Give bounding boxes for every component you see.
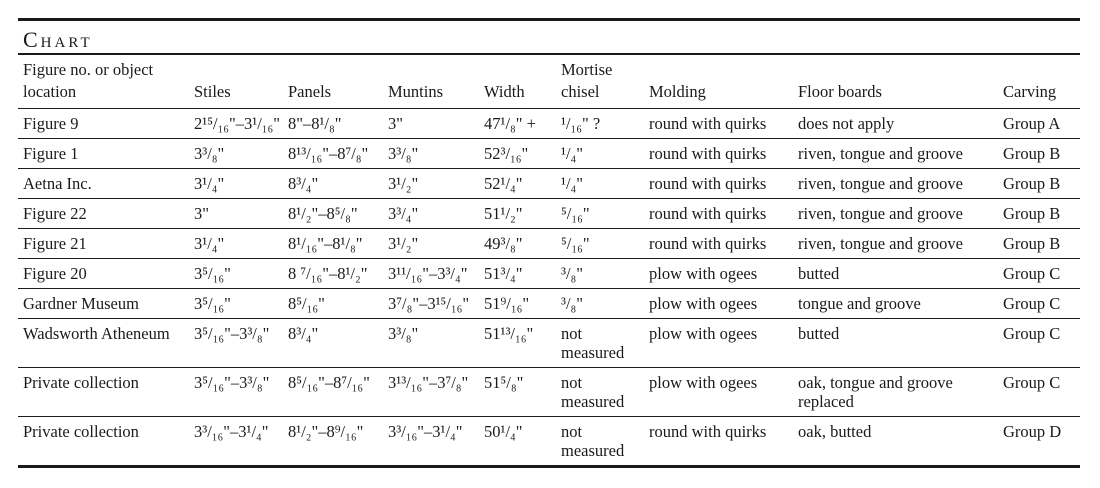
table-cell: Figure 22 xyxy=(23,204,87,223)
table-cell: Gardner Museum xyxy=(23,294,139,313)
table-cell: 3¹¹/₁₆"–3³/₄" xyxy=(388,264,468,283)
table-cell: 51³/₄" xyxy=(484,264,523,283)
table-cell: riven, tongue and groove xyxy=(798,174,963,193)
table-cell: plow with ogees xyxy=(649,264,758,283)
column-header: Carving xyxy=(1003,82,1057,101)
table-cell: 8"–8¹/₈" xyxy=(288,114,342,133)
table-cell: 3⁵/₁₆"–3³/₈" xyxy=(194,324,270,343)
table-cell: Group B xyxy=(1003,204,1061,223)
table-cell: 8⁵/₁₆" xyxy=(288,294,325,313)
table-cell: 3¹/₄" xyxy=(194,234,225,253)
table-cell: 51¹/₂" xyxy=(484,204,523,223)
table-cell: 3⁵/₁₆" xyxy=(194,264,231,283)
table-cell: ⁵/₁₆" xyxy=(561,204,590,223)
table-cell: Group B xyxy=(1003,144,1061,163)
table-cell: oak, tongue and groove replaced xyxy=(798,373,953,411)
table-cell: not measured xyxy=(561,373,625,411)
table-cell: riven, tongue and groove xyxy=(798,234,963,253)
table-cell: 3³/₁₆"–3¹/₄" xyxy=(388,422,463,441)
table-cell: Group A xyxy=(1003,114,1061,133)
table-cell: does not apply xyxy=(798,114,895,133)
table-cell: Group C xyxy=(1003,373,1061,392)
chart-table-panel xyxy=(18,18,1080,468)
table-cell: Figure 20 xyxy=(23,264,87,283)
table-cell: 8 ⁷/₁₆"–8¹/₂" xyxy=(288,264,368,283)
table-cell: 3³/₈" xyxy=(388,324,419,343)
table-cell: riven, tongue and groove xyxy=(798,204,963,223)
table-cell: ¹/₄" xyxy=(561,144,584,163)
table-cell: round with quirks xyxy=(649,144,767,163)
table-row xyxy=(18,417,1080,466)
table-cell: 3⁵/₁₆"–3³/₈" xyxy=(194,373,270,392)
table-cell: 49³/₈" xyxy=(484,234,523,253)
table-cell: 3" xyxy=(194,204,209,223)
table-cell: 52¹/₄" xyxy=(484,174,523,193)
table-cell: round with quirks xyxy=(649,422,767,441)
table-row xyxy=(18,169,1080,199)
table-cell: ¹/₄" xyxy=(561,174,584,193)
column-header: Panels xyxy=(288,82,332,101)
column-header: Width xyxy=(484,82,525,101)
table-cell: 2¹⁵/₁₆"–3¹/₁₆" xyxy=(194,114,281,133)
table-cell: 3¹³/₁₆"–3⁷/₈" xyxy=(388,373,469,392)
table-cell: Figure 21 xyxy=(23,234,87,253)
table-row xyxy=(18,259,1080,289)
table-cell: 3¹/₂" xyxy=(388,234,419,253)
table-row xyxy=(18,289,1080,319)
table-cell: 50¹/₄" xyxy=(484,422,523,441)
table-cell: Group D xyxy=(1003,422,1062,441)
table-cell: ³/₈" xyxy=(561,294,584,313)
table-title: Chart xyxy=(23,27,93,52)
table-cell: 3¹/₂" xyxy=(388,174,419,193)
table-cell: 8³/₄" xyxy=(288,324,319,343)
table-row xyxy=(18,139,1080,169)
table-cell: oak, butted xyxy=(798,422,872,441)
data-table xyxy=(18,55,1080,465)
column-header: Muntins xyxy=(388,82,444,101)
table-cell: Group C xyxy=(1003,294,1061,313)
table-cell: Group B xyxy=(1003,234,1061,253)
column-header: Floor boards xyxy=(798,82,882,101)
table-cell: tongue and groove xyxy=(798,294,921,313)
table-cell: 8¹/₂"–8⁵/₈" xyxy=(288,204,358,223)
column-header: Molding xyxy=(649,82,706,101)
table-row xyxy=(18,109,1080,139)
table-cell: Aetna Inc. xyxy=(23,174,92,193)
table-cell: 51⁵/₈" xyxy=(484,373,524,392)
table-cell: 8⁵/₁₆"–8⁷/₁₆" xyxy=(288,373,370,392)
table-cell: ¹/₁₆" ? xyxy=(561,114,601,133)
table-cell: round with quirks xyxy=(649,114,767,133)
column-header: Stiles xyxy=(194,82,231,101)
table-cell: Group B xyxy=(1003,174,1061,193)
table-cell: 3" xyxy=(388,114,403,133)
table-row xyxy=(18,319,1080,368)
table-cell: plow with ogees xyxy=(649,294,758,313)
table-cell: 8³/₄" xyxy=(288,174,319,193)
table-cell: 3³/₄" xyxy=(388,204,419,223)
table-cell: ⁵/₁₆" xyxy=(561,234,590,253)
table-cell: round with quirks xyxy=(649,234,767,253)
table-row xyxy=(18,199,1080,229)
column-header: Figure no. or object location xyxy=(23,60,154,101)
table-cell: 8¹/₁₆"–8¹/₈" xyxy=(288,234,363,253)
table-cell: 3³/₈" xyxy=(194,144,225,163)
table-cell: 3⁵/₁₆" xyxy=(194,294,231,313)
table-cell: 3⁷/₈"–3¹⁵/₁₆" xyxy=(388,294,470,313)
table-cell: 3¹/₄" xyxy=(194,174,225,193)
table-cell: Group C xyxy=(1003,264,1061,283)
bottom-rule xyxy=(18,465,1080,468)
table-cell: 8¹/₂"–8⁹/₁₆" xyxy=(288,422,364,441)
table-cell: Group C xyxy=(1003,324,1061,343)
header-row xyxy=(18,55,1080,109)
table-cell: Figure 9 xyxy=(23,114,79,133)
table-cell: 51⁹/₁₆" xyxy=(484,294,530,313)
table-cell: Private collection xyxy=(23,373,139,392)
table-cell: ³/₈" xyxy=(561,264,584,283)
table-cell: butted xyxy=(798,264,840,283)
table-cell: plow with ogees xyxy=(649,324,758,343)
table-cell: 3³/₈" xyxy=(388,144,419,163)
table-cell: 8¹³/₁₆"–8⁷/₈" xyxy=(288,144,369,163)
column-header: Mortise chisel xyxy=(561,60,613,101)
table-row xyxy=(18,229,1080,259)
table-row xyxy=(18,368,1080,417)
table-cell: 52³/₁₆" xyxy=(484,144,529,163)
table-cell: round with quirks xyxy=(649,204,767,223)
table-cell: Private collection xyxy=(23,422,139,441)
table-cell: riven, tongue and groove xyxy=(798,144,963,163)
table-cell: Wadsworth Atheneum xyxy=(23,324,170,343)
table-cell: Figure 1 xyxy=(23,144,79,163)
table-cell: 47¹/₈" + xyxy=(484,114,536,133)
table-cell: 51¹³/₁₆" xyxy=(484,324,534,343)
table-cell: butted xyxy=(798,324,840,343)
table-cell: not measured xyxy=(561,324,625,362)
table-cell: plow with ogees xyxy=(649,373,758,392)
table-cell: round with quirks xyxy=(649,174,767,193)
table-cell: not measured xyxy=(561,422,625,460)
table-cell: 3³/₁₆"–3¹/₄" xyxy=(194,422,269,441)
